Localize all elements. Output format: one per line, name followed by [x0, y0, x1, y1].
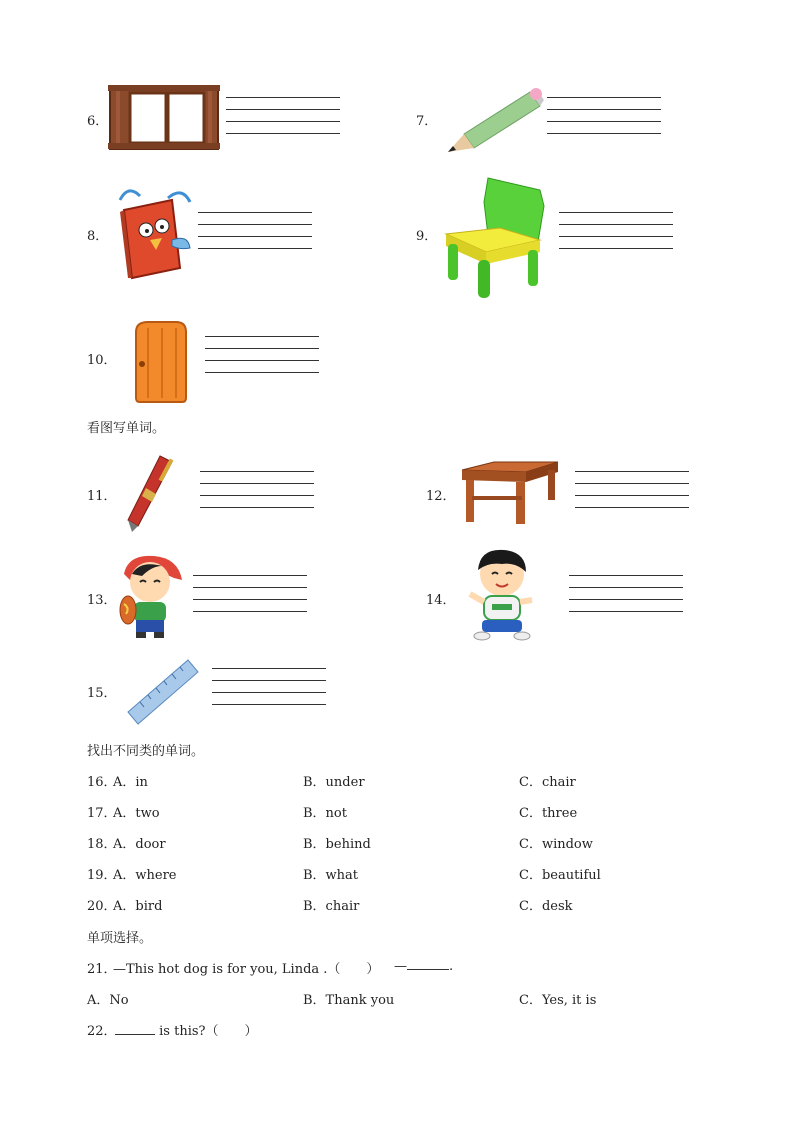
- window-icon: [108, 83, 220, 151]
- question-number: 19．: [87, 868, 117, 883]
- question-number: 17．: [87, 806, 117, 821]
- book-icon: [110, 180, 194, 280]
- answer-lines-9: [559, 212, 673, 260]
- option-b[interactable]: B．behind: [303, 837, 371, 852]
- chair-icon: [440, 172, 560, 300]
- question-number: 21．: [87, 962, 117, 977]
- section-title-single-choice: 单项选择。: [87, 931, 153, 946]
- reply-dash: —: [394, 959, 407, 974]
- option-b[interactable]: B．under: [303, 775, 365, 790]
- door-icon: [130, 318, 190, 404]
- item-7-number: 7．: [416, 114, 438, 129]
- option-b[interactable]: B．Thank you: [303, 993, 395, 1008]
- option-a[interactable]: A．door: [113, 837, 166, 852]
- option-a[interactable]: A．No: [87, 993, 129, 1008]
- pen-icon: [124, 452, 180, 532]
- item-9-number: 9．: [416, 229, 438, 244]
- question-text: —This hot dog is for you, Linda .（ ）: [113, 962, 380, 977]
- section-title-look-write: 看图写单词。: [87, 421, 166, 436]
- section-title-odd-one-out: 找出不同类的单词。: [87, 744, 205, 759]
- answer-lines-8: [198, 212, 312, 260]
- option-b[interactable]: B．what: [303, 868, 359, 883]
- boy-waving-icon: [464, 546, 540, 642]
- item-10-number: 10．: [87, 353, 117, 368]
- pencil-icon: [444, 86, 544, 154]
- reply-prompt: — .: [394, 959, 454, 974]
- item-11-number: 11．: [87, 489, 117, 504]
- question-line: [115, 1020, 258, 1039]
- boy-eating-hotdog-icon: [116, 552, 188, 640]
- option-c[interactable]: C．desk: [519, 899, 573, 914]
- option-c[interactable]: C．chair: [519, 775, 576, 790]
- question-number: 20．: [87, 899, 117, 914]
- answer-lines-12: [575, 471, 689, 519]
- option-c[interactable]: C．beautiful: [519, 868, 601, 883]
- answer-lines-11: [200, 471, 314, 519]
- answer-lines-15: [212, 668, 326, 716]
- item-13-number: 13．: [87, 593, 117, 608]
- item-6-number: 6．: [87, 114, 109, 129]
- answer-lines-7: [547, 97, 661, 145]
- option-b[interactable]: B．not: [303, 806, 347, 821]
- item-12-number: 12．: [426, 489, 456, 504]
- question-number: 16．: [87, 775, 117, 790]
- item-15-number: 15．: [87, 686, 117, 701]
- item-8-number: 8．: [87, 229, 109, 244]
- option-a[interactable]: A．bird: [113, 899, 163, 914]
- option-c[interactable]: C．three: [519, 806, 578, 821]
- option-a[interactable]: A．where: [113, 868, 177, 883]
- option-a[interactable]: A．in: [113, 775, 148, 790]
- option-a[interactable]: A．two: [113, 806, 160, 821]
- question-text: is this?（ ）: [155, 1024, 258, 1039]
- ruler-icon: [124, 656, 200, 726]
- question-number: 18．: [87, 837, 117, 852]
- option-c[interactable]: C．window: [519, 837, 593, 852]
- answer-lines-6: [226, 97, 340, 145]
- desk-icon: [458, 458, 560, 526]
- answer-lines-10: [205, 336, 319, 384]
- item-14-number: 14．: [426, 593, 456, 608]
- option-b[interactable]: B．chair: [303, 899, 360, 914]
- answer-lines-14: [569, 575, 683, 623]
- answer-blank[interactable]: [115, 1023, 155, 1035]
- question-number: 22．: [87, 1024, 117, 1039]
- answer-blank[interactable]: [407, 958, 449, 970]
- answer-lines-13: [193, 575, 307, 623]
- option-c[interactable]: C．Yes, it is: [519, 993, 597, 1008]
